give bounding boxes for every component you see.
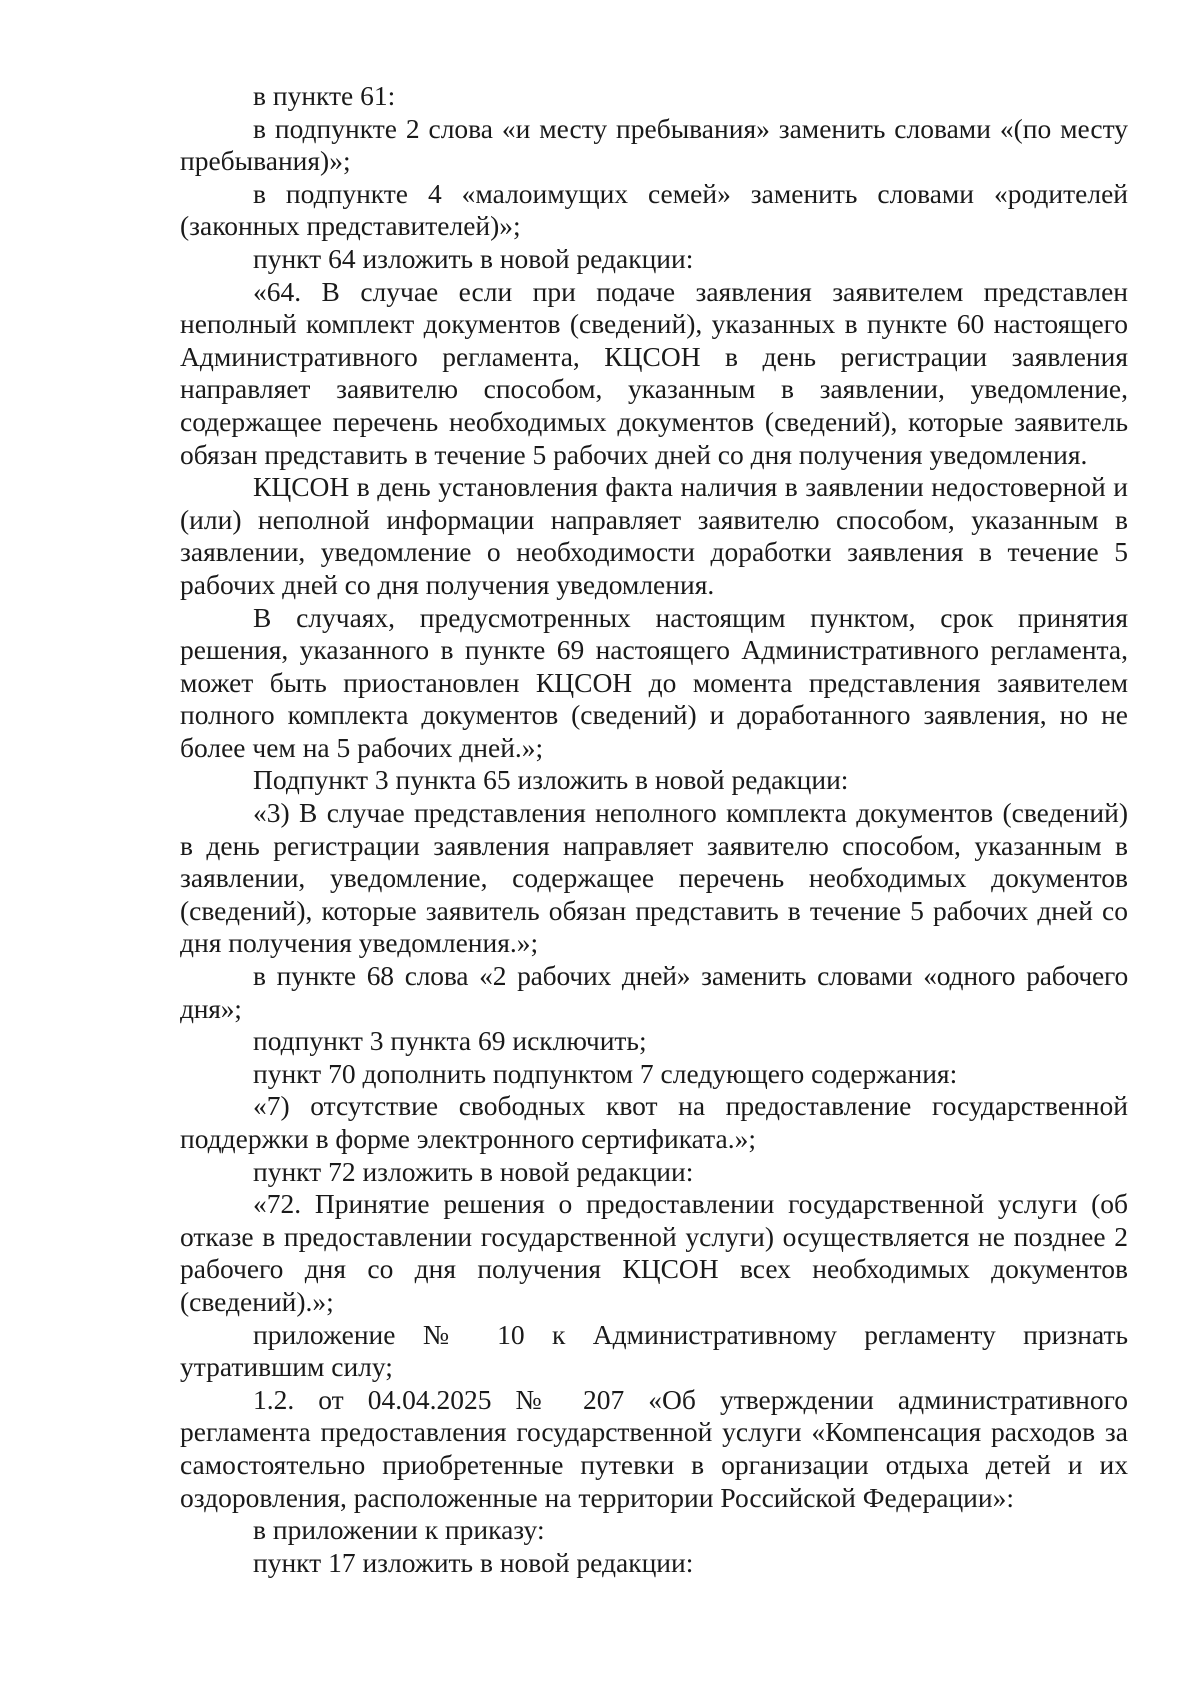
paragraph-appendix-10: приложение № 10 к Административному регламенту признать утратившим силу;	[180, 1318, 1128, 1383]
paragraph-point-69: подпункт 3 пункта 69 исключить;	[253, 1025, 647, 1057]
paragraph-point-65-intro: Подпункт 3 пункта 65 изложить в новой редакции:	[253, 764, 849, 796]
paragraph-item-1-2: 1.2. от 04.04.2025 № 207 «Об утверждении административного регламента предоставления государственной услуги «Компенсация расходов за самостоятельно приобретенные путевки в организации отдыха детей и их оздоровления, расположенные на территории Российской Федерации»:	[180, 1383, 1128, 1513]
paragraph-subpoint-4: в подпункте 4 «малоимущих семей» заменить словами «родителей (законных представителей)»;	[180, 177, 1128, 242]
paragraph-point-68: в пункте 68 слова «2 рабочих дней» заменить словами «одного рабочего дня»;	[180, 960, 1128, 1024]
document-body	[180, 80, 1128, 1579]
paragraph-point-72-intro: пункт 72 изложить в новой редакции:	[253, 1155, 694, 1187]
paragraph-appendix-to-order: в приложении к приказу:	[253, 1514, 545, 1546]
paragraph-point-70-intro: пункт 70 дополнить подпунктом 7 следующего содержания:	[253, 1057, 958, 1089]
paragraph-point-70-text: «7) отсутствие свободных квот на предоставление государственной поддержки в форме электронного сертификата.»;	[180, 1090, 1128, 1154]
paragraph-subpoint-2: в подпункте 2 слова «и месту пребывания» заменить словами «(по месту пребывания)»;	[180, 112, 1128, 177]
paragraph-point-61: в пункте 61:	[253, 80, 396, 111]
paragraph-point-17-intro: пункт 17 изложить в новой редакции:	[253, 1546, 694, 1578]
paragraph-kcson-notice: КЦСОН в день установления факта наличия в заявлении недостоверной и (или) неполной информации направляет заявителю способом, указанным в заявлении, уведомление о необходимости доработки заявления в течение 5 рабочих дней со дня получения уведомления.	[180, 471, 1128, 600]
paragraph-point-64-text: «64. В случае если при подаче заявления заявителем представлен неполный комплект документов (сведений), указанных в пункте 60 настоящего Административного регламента, КЦСОН в день регистрации заявления направляет заявителю способом, указанным в заявлении, уведомление, содержащее перечень необходимых документов (сведений), которые заявитель обязан представить в течение 5 рабочих дней со дня получения уведомления.	[180, 275, 1128, 470]
paragraph-point-72-text: «72. Принятие решения о предоставлении государственной услуги (об отказе в предоставлении государственной услуги) осуществляется не позднее 2 рабочего дня со дня получения КЦСОН всех необходимых документов (сведений).»;	[180, 1188, 1128, 1317]
paragraph-point-65-text: «3) В случае представления неполного комплекта документов (сведений) в день регистрации заявления направляет заявителю способом, указанным в заявлении, уведомление, содержащее перечень необходимых документов (сведений), которые заявитель обязан представить в течение 5 рабочих дней со дня получения уведомления.»;	[180, 797, 1128, 959]
paragraph-point-64-intro: пункт 64 изложить в новой редакции:	[253, 242, 694, 274]
paragraph-suspension: В случаях, предусмотренных настоящим пунктом, срок принятия решения, указанного в пункте 69 настоящего Административного регламента, может быть приостановлен КЦСОН до момента представления заявителем полного комплекта документов (сведений) и доработанного заявления, но не более чем на 5 рабочих дней.»;	[180, 601, 1128, 763]
